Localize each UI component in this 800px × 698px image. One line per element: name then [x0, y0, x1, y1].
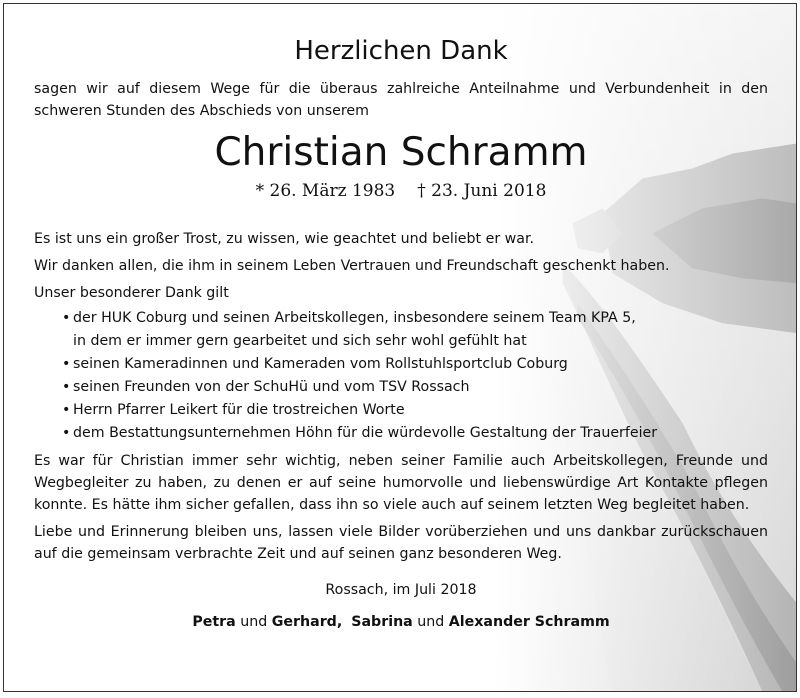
thanks-item-text: dem Bestattungsunternehmen Höhn für die würdevolle Gestaltung der Trauerfeier	[73, 425, 658, 441]
paragraph-danken: Wir danken allen, die ihm in seinem Leben Vertrauen und Freundschaft geschenkt haben.	[34, 258, 670, 274]
signer-alexander: Alexander Schramm	[448, 614, 610, 630]
life-dates	[34, 178, 768, 204]
paragraph-erinnerung: Liebe und Erinnerung bleiben uns, lassen viele Bilder vorüberziehen und uns dankbar zurückschauen auf die gemeinsam verbrachte Zeit und auf seinen ganz besonderen Weg.	[34, 524, 768, 562]
thanks-item-text: seinen Kameradinnen und Kameraden vom Rollstuhlsportclub Coburg	[73, 356, 568, 372]
thanks-item-text: Herrn Pfarrer Leikert für die trostreichen Worte	[73, 402, 405, 418]
paragraph-trost: Es ist uns ein großer Trost, zu wissen, wie geachtet und beliebt er war.	[34, 231, 535, 247]
thanks-item-text-continued: in dem er immer gern gearbeitet und sich sehr wohl gefühlt hat	[73, 333, 527, 349]
paragraph-wegbegleiter: Es war für Christian immer sehr wichtig, neben seiner Familie auch Arbeitskollegen, Freunde und Wegbegleiter zu haben, zu denen er auf seine humorvolle und liebenswürdige Art Kontakte pflegen konnte. Es hätte ihm sicher gefallen, dass ihn so viele auch auf seinem letzten Weg begleitet haben.	[34, 453, 768, 513]
thanks-item	[62, 307, 768, 353]
thanks-item-text: seinen Freunden von der SchuHü und vom TSV Rossach	[73, 379, 470, 395]
place-date: Rossach, im Juli 2018	[325, 582, 477, 598]
signature-und: und	[240, 614, 268, 630]
thanks-intro: Unser besonderer Dank gilt	[34, 285, 229, 301]
birth-date: * 26. März 1983	[255, 181, 396, 201]
signature	[34, 611, 768, 633]
death-date: † 23. Juni 2018	[417, 181, 547, 201]
thanks-item	[62, 399, 768, 422]
deceased-name: Christian Schramm	[214, 130, 588, 175]
thanks-item	[62, 422, 768, 445]
intro-text: sagen wir auf diesem Wege für die überaus zahlreiche Anteilnahme und Verbundenheit in den schweren Stunden des Abschieds von unserem	[34, 81, 768, 119]
obituary-content	[4, 4, 796, 633]
obituary-card	[3, 3, 797, 692]
thanks-item	[62, 376, 768, 399]
signer-petra: Petra	[192, 614, 236, 630]
thanks-list	[34, 307, 768, 445]
signer-gerhard: Gerhard,	[271, 614, 343, 630]
signature-und: und	[417, 614, 445, 630]
thanks-item-text: der HUK Coburg und seinen Arbeitskollegen, insbesondere seinem Team KPA 5,	[73, 310, 636, 326]
thanks-item	[62, 353, 768, 376]
signer-sabrina: Sabrina	[351, 614, 413, 630]
heading: Herzlichen Dank	[294, 36, 508, 66]
